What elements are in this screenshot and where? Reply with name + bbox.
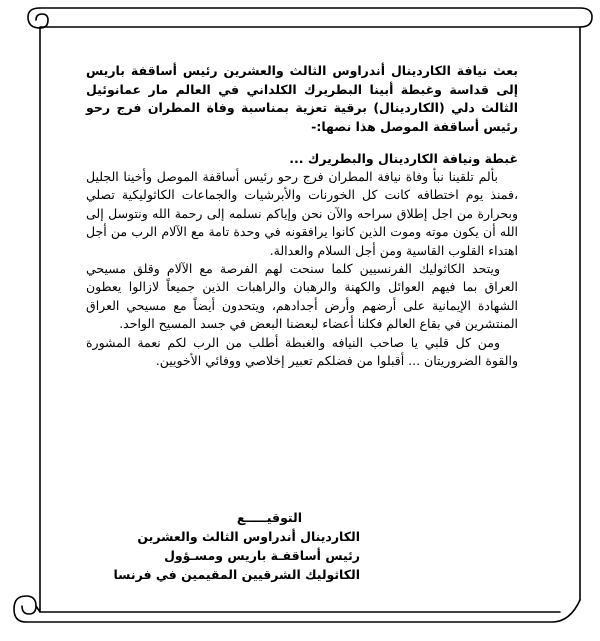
signature-line-2: رئيس أساقفـة باريس ومسـؤول [164,548,360,563]
signature-line-1: الكاردينال أندراوس الثالث والعشرين [137,529,360,544]
signature-line-3: الكاثوليك الشرقيين المقيمين في فرنسا [113,567,360,582]
letter-paragraph-2: ويتحد الكاثوليك الفرنسيين كلما سنحت لهم الفرصة مع الآلام وقلق مسيحي العراق بما فيهم العوائل والكهنة والرهبان والراهبات الذين جميعاً لازالوا يعطون الشهادة الإيمانية على أرضهم وأرض أجدادهم، ويتحدون أيضاً مع مسيحي العراق المنتشرين في بقاع العالم فكلنا أعضاء لبعضنا البعض في جسد المسيح الواحد. [86,261,518,332]
letter-content [86,62,518,370]
letter-intro: بعث نيافة الكاردينال أندراوس الثالث والعشرين رئيس أساقفة باريس إلى قداسة وغبطة أبينا البطريرك الكلداني في العالم مار عمانوئيل الثالث دلي (الكاردينال) برقية تعزية بمناسبة وفاة المطران فرج رحو رئيس أساقفة الموصل هذا نصها:- [86,63,518,134]
signature-block [100,508,360,584]
letter-paragraph-3: ومن كل قلبي يا صاحب النيافه والغبطة أطلب من الرب لكم نعمة المشورة والقوة الضروريتان ... أقبلوا من فضلكم تعبير إخلاصي ووفائي الأخويين. [86,334,518,369]
letter-paragraph-1: بألم تلقينا نبأ وفاة نيافة المطران فرج رحو رئيس أساقفة الموصل وأخينا الجليل ،فمنذ يوم اختطافه كانت كل الخورنات والأبرشيات والجماعات الكاثوليكية تصلي وبحرارة من اجل إطلاق سراحه والآن نحن وإياكم نسلمه إلى رحمة الله ونتوسل إلى الله أن يكون موته وموت الذين كانوا يرافقونه في وحدة تامة مع الآلام الرب من أجل اهتداء القلوب القاسية ومن أجل السلام والعدالة. [86,169,518,258]
signature-title: التوقيـــــع [236,510,302,525]
letter-salutation: غبطة ونيافة الكاردينال والبطريرك ... [289,151,518,166]
